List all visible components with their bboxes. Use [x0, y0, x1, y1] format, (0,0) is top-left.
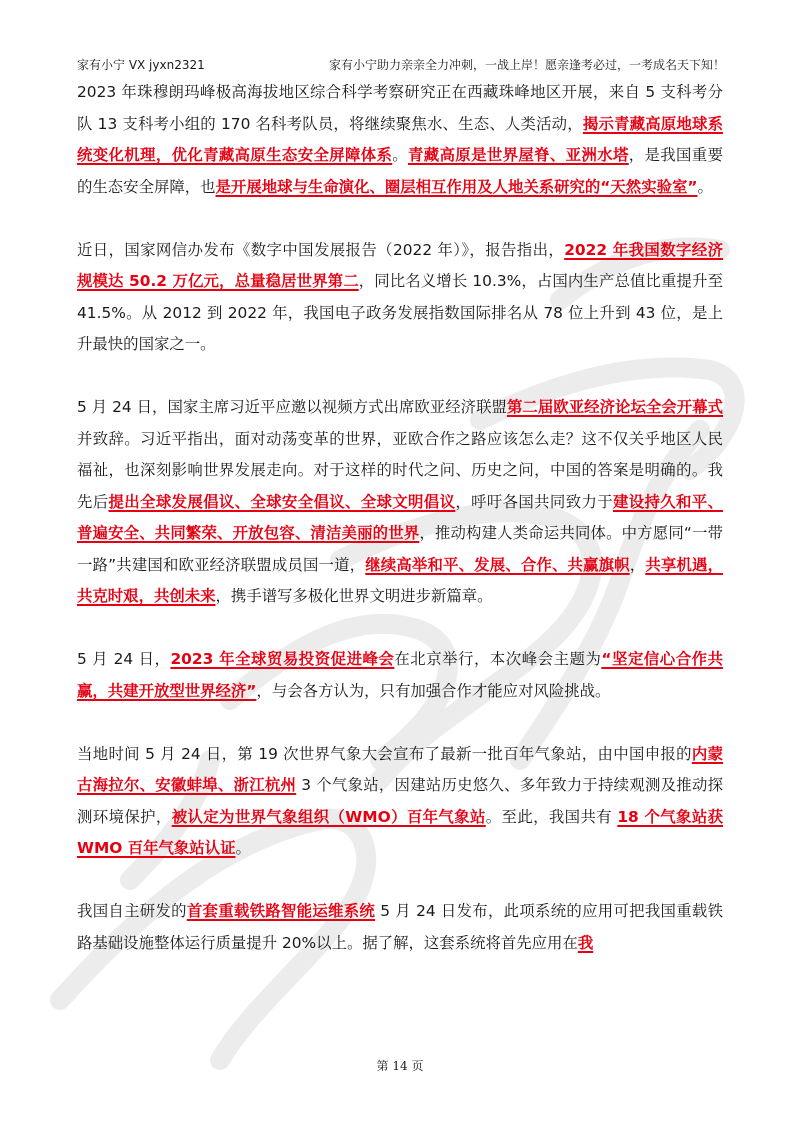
body-text: 2023 年珠穆朗玛峰极高海拔地区综合科学考察研究正在西藏珠峰地区开展，来自 5 支科考分队 13 支科考小组的 170 名科考队员，将继续聚焦水、生态、人类活动， [77, 83, 723, 133]
highlighted-text: 继续高举和平、发展、合作、共赢旗帜 [365, 555, 630, 574]
paragraph [77, 392, 723, 613]
body-text: 并致辞。习近平指出，面对动荡变革的世界，亚欧合作之路应该怎么走？这不仅关乎地区人民福祉，也深刻影响世界发展走向。对于这样的时代之问、历史之问，中国的答案是明确的。我先后 [77, 429, 723, 511]
body-text: ，同比名义增长 10.3%，占国内生产总值比重提升至 41.5%。从 2012 到 2022 年，我国电子政务发展指数国际排名从 78 位上升到 43 位，是上升最快的国家之一。 [77, 272, 723, 353]
body-text: ，携手谱写多极化世界文明进步新篇章。 [215, 587, 493, 605]
body-text: ，是我国重要的生态安全屏障，也 [77, 146, 723, 196]
header-right-text: 家有小宁助力亲亲全力冲刺，一战上岸！愿亲逢考必过，一考成名天下知！ [328, 58, 725, 72]
body-text: 。 [697, 177, 713, 196]
body-text: 当地时间 5 月 24 日，第 19 次世界气象大会宣布了最新一批百年气象站，由中国申报的 [77, 744, 692, 763]
highlighted-text: 是开展地球与生命演化、圈层相互作用及人地关系研究的“天然实验室” [215, 177, 698, 196]
highlighted-text: “坚定信心合作共赢，共建开放型世界经济” [77, 650, 723, 700]
body-text: 5 月 24 日，国家主席习近平应邀以视频方式出席欧亚经济联盟 [77, 398, 507, 416]
page-number: 第 14 页 [376, 1059, 424, 1073]
highlighted-text: 青藏高原是世界屋脊、亚洲水塔 [408, 146, 629, 164]
highlighted-text: 建设持久和平、普遍安全、共同繁荣、开放包容、清洁美丽的世界 [77, 492, 723, 542]
body-text: ，推动构建人类命运共同体。中方愿同“一带一路”共建国和欧亚经济联盟成员国一道， [77, 524, 723, 574]
body-text: 5 月 24 日， [77, 650, 171, 668]
body-text: ，呼吁各国共同致力于 [455, 492, 613, 511]
highlighted-text: 内蒙古海拉尔、安徽蚌埠、浙江杭州 [77, 744, 723, 794]
body-text: 5 月 24 日发布，此项系统的应用可把我国重载铁路基础设施整体运行质量提升 20%以上。据了解，这套系统将首先应用在 [77, 902, 723, 952]
body-text: 近日，国家网信办发布《数字中国发展报告（2022 年）》，报告指出， [77, 240, 565, 259]
body-text: 。 [235, 839, 251, 857]
paragraph [77, 896, 723, 959]
body-text: 在北京举行，本次峰会主题为 [394, 650, 602, 668]
header-left-text: 家有小宁 VX jyxn2321 [77, 58, 205, 72]
highlighted-text: 2022 年我国数字经济规模达 50.2 万亿元，总量稳居世界第二 [77, 240, 723, 290]
body-text: 我国自主研发的 [77, 902, 187, 920]
body-text: 。 [392, 146, 409, 164]
paragraph [77, 739, 723, 865]
highlighted-text: 提出全球发展倡议、全球安全倡议、全球文明倡议 [108, 492, 456, 511]
page-header [77, 56, 725, 74]
paragraph [77, 77, 723, 203]
paragraph [77, 644, 723, 707]
highlighted-text: 首套重载铁路智能运维系统 [186, 902, 376, 920]
document-body [77, 77, 723, 959]
highlighted-text: 被认定为世界气象组织（WMO）百年气象站 [171, 807, 486, 826]
highlighted-text: 共享机遇，共克时艰，共创未来 [77, 555, 723, 605]
highlighted-text: 揭示青藏高原地球系统变化机理，优化青藏高原生态安全屏障体系 [77, 114, 723, 164]
highlighted-text: 第二届欧亚经济论坛全会开幕式 [506, 398, 723, 416]
paragraph [77, 235, 723, 361]
body-text: ， [629, 555, 646, 574]
highlighted-text: 我 [577, 933, 594, 952]
highlighted-text: 2023 年全球贸易投资促进峰会 [170, 650, 395, 668]
body-text: 。至此，我国共有 [485, 807, 618, 826]
highlighted-text: 18 个气象站获 WMO 百年气象站认证 [77, 807, 723, 857]
body-text: 3 个气象站，因建站历史悠久、多年致力于持续观测及推动探测环境保护， [77, 776, 723, 826]
body-text: ，与会各方认为，只有加强合作才能应对风险挑战。 [256, 681, 611, 700]
